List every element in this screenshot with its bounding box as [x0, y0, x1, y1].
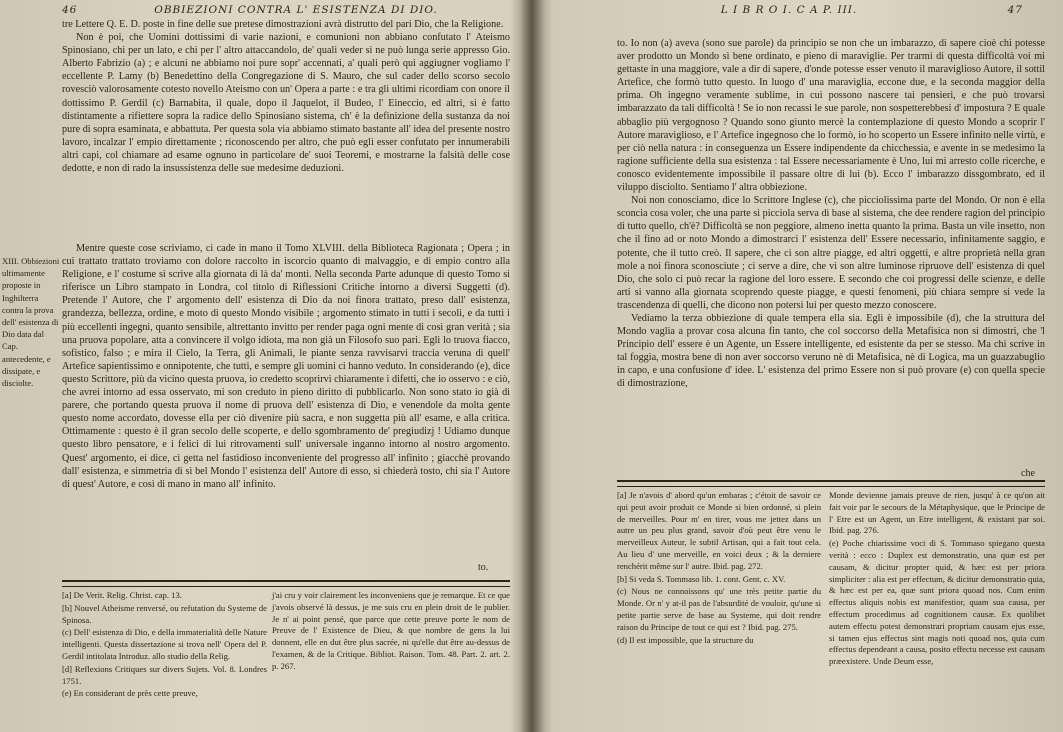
- left-footnotes-col2: [272, 590, 510, 674]
- margin-note: XIII. Obbiezioni ultimamente proposte in Inghilterra contra la prova dell' esistenza di Dio data dal Cap. antecedente, e dissipate, e disciolte.: [2, 256, 60, 389]
- paragraph: Mentre queste cose scriviamo, ci cade in mano il Tomo XLVIII. della Biblioteca Ragionata ; Opera ; in cui trattato trattato troviamo con dolore raccolto in iscorcio quanto di malvaggio, e di empio contro alla Religione, e l' costume si scrive alla giornata di là da' monti. Nella seconda Parte adunque di questo Tomo si riferisce un Libro stampato in Londra, col titolo di Riflessioni Critiche intorno a diversi Suggetti (d). Pretende l' Autore, che l' argomento dell' esistenza di Dio da noi finora trattato, preso dall' esistenza, grandezza, bellezza, ordine, e moto di questo Mondo visibile ; argomento stimato in tutti i secoli, e da tutti i più eccellenti ingegni, quanto sensibile, altrettanto invitto per render paga ogni mente di così gran verità ; sia una pruova popolare, atta a convincere il volgo idiota, ma non già un Filosofo suo pari. Egli lo truova fiacco, sofistico, falso ; e mira il Cielo, la Terra, gli Animali, le piante senza ravvisarvi traccia veruna di quell' Artefice sapientissimo e onnipotente, che tutti, e sempre gli uomini ci hanno veduto. In considerando (e), dice questo Scrittore, più da vicino questa pruova, io credetto scoprirvi chiaramente i difetti, che io osservo : e ciò, che avrei intorno ad essa osservato, mi son creduto in pieno diritto di pubblicarlo. Non sono stato io già di parere, che portando questa pruova il nome di pruova dell' esistenza di Dio, e venendole da molta gente questo nome accordato, dovesse ella per ciò divenire più sacra, e non suggetta più all' esame, e alla critica. Ottimamente : questo è il gran secolo delle scoperte, e dello sgombramento de' pregiudizj ! Udiamo dunque questo libro pensatore, e i felici di lui ritrovamenti sull' universale inganno intorno al nostro argomento. Quest' argomento, ei dice, ci getta nel fastidioso inconveniente del progresso all' infinito ; giacchè provando dall' esistenza, e simmetria di sì bel Mondo l' esistenza dell' Autore di esso, si chiederà tosto, chi sia l' Autore di quest' Autore, e così di mano in mano all' infinito.: [62, 243, 510, 490]
- right-footnotes-col2: [829, 490, 1045, 669]
- left-body-text: [62, 18, 510, 175]
- right-page-number: 47: [1007, 4, 1023, 16]
- left-page: [0, 0, 527, 732]
- footnote: (c) Nous ne connoissons qu' une très petite partie du Monde. Or n' y at-il pas de l'absurdité de vouloir, qu'une si petite partie serve de base au Systeme, qui doit rendre raison du Principe de tout ce qui est ? Ibid. pag. 275.: [617, 586, 821, 632]
- footnote: j'ai cru y voir clairement les inconveniens que je remarque. Et ce que j'avois observé là dessus, je me suis cru en plein droit de le publier. Je n' ai point pensé, que parce que cette preuve porte le nom de Preuve de l' Existence de Dieu, & que nombre de gens la lui donnent, elle en dut être plus sacrée, ni qu'elle dut être au-dessus de l'examen, & de la Critique. Bibliot. Raison. Tom. 48. Part. 2. art. 2. p. 267.: [272, 590, 510, 671]
- footnote-rule: [617, 480, 1045, 487]
- right-running-head: L I B R O I. C A P. III.: [720, 4, 858, 16]
- footnote: [d] Reflexions Critiques sur divers Sujets. Vol. 8. Londres 1751.: [62, 663, 267, 686]
- footnote-rule: [62, 580, 510, 587]
- left-body-text-continued: [62, 242, 510, 491]
- right-catchword: che: [1021, 468, 1035, 479]
- left-catchword: to.: [478, 562, 489, 573]
- footnote: [b] Nouvel Atheisme renversé, ou refutation du Systeme de Spinosa.: [62, 602, 267, 625]
- left-page-number: 46: [62, 4, 78, 16]
- footnote: Monde devienne jamais preuve de rien, jusqu' à ce qu'on ait fait voir par le secours de la Métaphysique, que le Principe de l' Etre est un Agent, un Etre intelligent, & existant par soi. Ibid. pag. 276.: [829, 490, 1045, 536]
- left-running-head: OBBIEZIONI CONTRA L' ESISTENZA DI DIO.: [154, 4, 438, 16]
- paragraph: Non è poi, che Uomini dottissimi di varie nazioni, e comunioni non abbiano confutato l' Ateismo Spinosiano, chi per un lato, e chi per l' altro attaccandolo, de' quali veder si ne può lunga serie appresso Gio. Alberto Fabrizio (a) ; e alcuni ne abbiamo noi pure sopr' accennati, a' quali però qui aggiugner vogliamo l' eccellente P. Lamy (b) Benedettino della Congregazione di S. Mauro, che sul cader dello scorso secolo rovesciò valorosamente cotesto novello Ateismo con un' Opera a parte : e tra gli ultimi ricordiam con onore il dottissimo P. Gerdil (c) Barnabita, il quale, dopo il Jaquelot, il Budeo, l' Eineccio, ed altri, si è fatto distintamente a rifiettere sopra la radice dello Spinosiano sistema, ch' è la definizione della sustanza da noi pure di sopra esaminata, e abbattuta. Per questa sola via abbiamo stimato bastante all' idea del presente nostro lavoro, incalzar l' empio direttamente ; riconoscendo per altro, che può egli esser confutato per innumerabili altri capi, col chiamare ad esame ognuno in particolare de' suoi Teoremi, e mostrarne la falsità delle cose dedotte, e non di rado la insussistenza delle sue medesime deduzioni.: [62, 32, 510, 175]
- paragraph: to. Io non (a) aveva (sono sue parole) da principio se non che un imbarazzo, di sapere cioè chi potesse aver prodotto un Mondo sì bene ordinato, e pieno di maraviglie. Per trarmi di questa difficoltà voi mi gettaste in una maggiore, vale a dir di sapere, d'onde potesse esser venuto il maraviglioso Autore, il sottil Artefice, che formò tutto questo. In luogo d' una maraviglia, eccone due, e la seconda maggior della prima. Oh ingegno veramente sublime, in cui possono nascere tai pensieri, e che può trovarsi imbarazzato da tali difficoltà ! Se io non recassi le sue parole, non sospetterebbesi d' impostura ? E quale abbaglio più vergognoso ? Quando sono giunto mercè la contemplazione di questo Mondo a scoprir l' Autore maraviglioso, e l' Artefice ingegnoso che lo formò, io ho scoperto un Essere infinito nelle virtù, e per ciò nella natura : in conseguenza un Essere indipendente da chicchessia, e avente in se medesimo la ragione sufficiente della sua esistenza : tal Essere necessariamente è Uno, lui mi arresto colle ricerche, e conosco evidentemente impossibile il passare oltre di lui (b). Ecco l' imbarazzo dissgombrato, ed il viluppo disciolto. Sentiamo l' altra obbiezione.: [617, 38, 1045, 194]
- right-body-text: [617, 37, 1045, 391]
- right-footnotes-col1: [617, 490, 821, 647]
- footnote: (e) Poche chiarissime voci di S. Tommaso spiegano questa verità : ecco : Duplex est demonstratio, una quæ est per causam, & dicitur propter quid, & hæc est per priora simpliciter : alia est per effectum, & dicitur demonstratio quia, & hæc est per ea, quæ sunt priora quoad nos. Cum enim effectus aliquis nobis est manifestior, quam sua causa, per effectum procedimus ad cognitionem causæ. Ex quolibet autem effectu potest demonstrari propriam causam ejus esse, si tamen ejus effectus sint magis noti quoad nos, quia cum effectus dependeant a causa, posito effectu necesse est causam præexistere. Unde Deum esse,: [829, 538, 1045, 667]
- footnote: (d) Il est impossible, que la structure du: [617, 634, 754, 645]
- paragraph: Vediamo la terza obbiezione di quale tempera ella sia. Egli è impossibile (d), che la struttura del Mondo vaglia a provar cosa alcuna fin tanto, che col soccorso della Metafisica non si dimostri, che 'l Principio dell' essere è un Agente, un Essere intelligente, ed esistente da per se stesso. Ma chi scrive in tal foggia, mostra bene di non aver soccorso veruno nè di Metafisica, nè di Logica, ma un guazzabuglio in capo, e una confusione d' idee. L' esistenza del primo Essere non si può provare (e) con quella specie di dimostrazione,: [617, 312, 1045, 390]
- footnote: [a] De Verit. Relig. Christ. cap. 13.: [62, 590, 182, 600]
- left-footnotes-col1: [62, 590, 267, 701]
- right-page: [535, 0, 1063, 732]
- footnote: (e) En considerant de près cette preuve,: [62, 688, 198, 699]
- paragraph: tre Lettere Q. E. D. poste in fine delle sue pretese dimostrazioni avrà distrutto del pari Dio, che la Religione.: [62, 19, 504, 30]
- footnote: [a] Je n'avois d' abord qu'un embaras ; c'étoit de savoir ce qui peut avoir produit ce Monde si bien ordonné, si plein de merveilles. Pour m' en tirer, vous me jettez dans un autre un peu plus grand, savoir d'où peut être venu le merveilleux Auteur, le subtil Artisan, qui a fait tout cela. Au lieu d' une merveille, en voici deux ; & la derniere renchérit même sur l' autre. Ibid. pag. 272.: [617, 490, 821, 571]
- right-page-header: [535, 4, 1063, 20]
- footnote: (c) Dell' esistenza di Dio, e della immaterialità delle Nature intelligenti. Questa dissertazione si trova nell' Opera del P. Gerdil intitolata Introduz. allo studio della Relig.: [62, 627, 267, 661]
- paragraph: Noi non conosciamo, dice lo Scrittore Inglese (c), che picciolissima parte del Mondo. Or non è ella sconcia cosa voler, che una parte sì picciola serva di base al sistema, che dee rendere ragion del principio di tutto quello, ch'è? Difficoltà se non peggiore, almeno inetta quanto la prima. Basta un vile insetto, non che il fino ad or noto Mondo a dimostrarci l' esistenza dell' Essere necessario, infinitamente saggio, e potente, che il tutto creò. Il sapere, che ci son altre piagge, ed altri oggetti, e altre proprietà nella gran mole a noi finora sconosciute ; ci serve a dire, che vi son altre luminose ripruove dell' esistenza di quel Dio, che solo ci può recar la ragione del loro essere. E secondo che coi progressi delle scienze, e delle arti si vanno alla giornata scoprendo queste piagge, e questi fenomeni, più chiara sempre si vede la trascendenza di quelli, che dicono non potersi lui per questo mezzo conoscere.: [617, 195, 1045, 311]
- footnote: [b] Si veda S. Tommaso lib. 1. cont. Gent. c. XV.: [617, 573, 786, 584]
